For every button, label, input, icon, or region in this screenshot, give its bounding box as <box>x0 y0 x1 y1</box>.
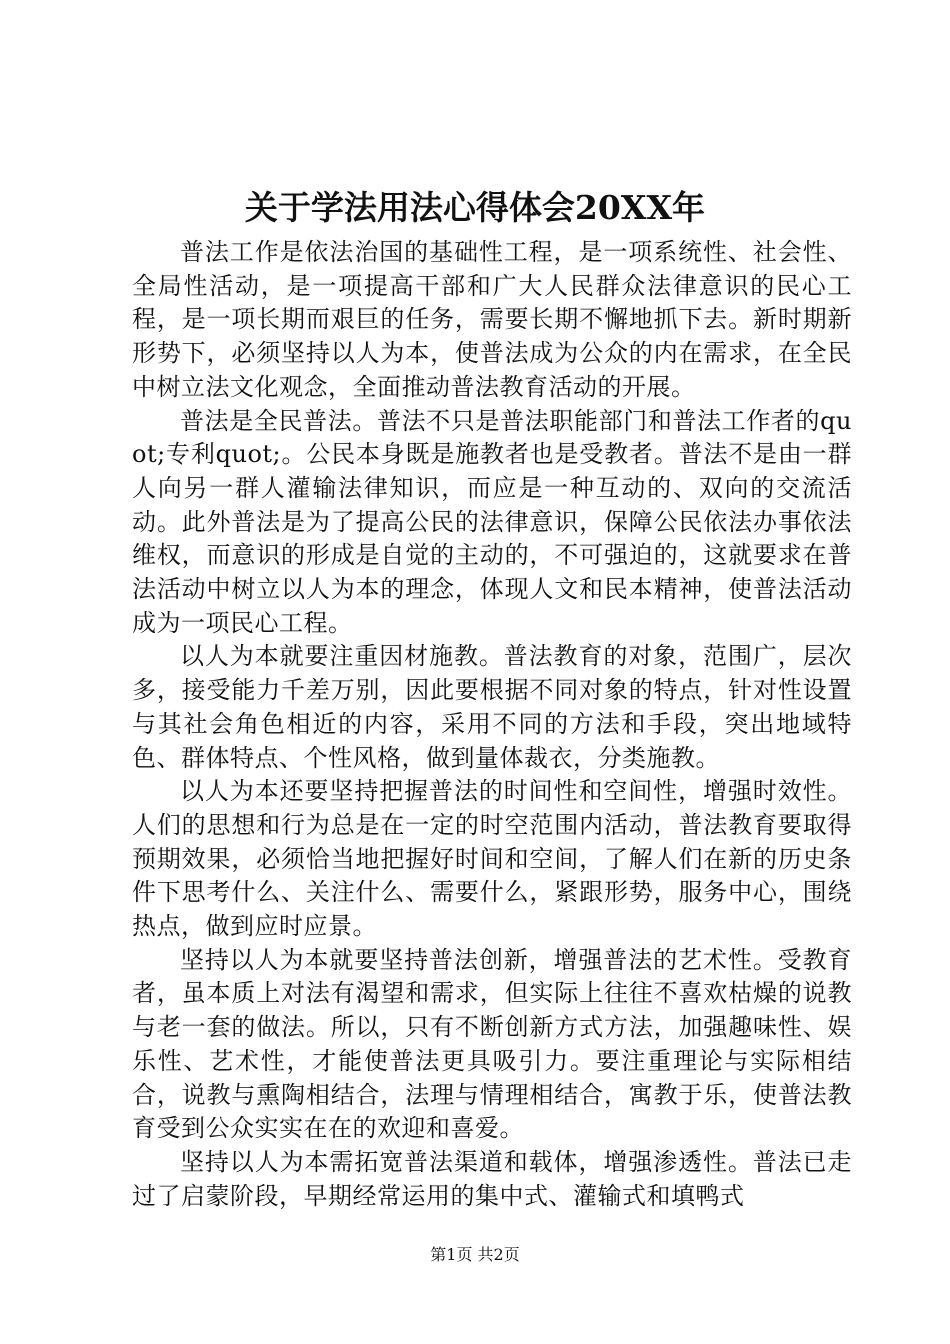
document-title: 关于学法用法心得体会20XX年 <box>244 188 706 227</box>
paragraph-5: 坚持以人为本就要坚持普法创新，增强普法的艺术性。受教育者，虽本质上对法有渴望和需求，但实际上往往不喜欢枯燥的说教与老一套的做法。所以，只有不断创新方式方法，加强趣味性、娱乐性、艺术性，才能使普法更具吸引力。要注重理论与实际相结合，说教与熏陶相结合，法理与情理相结合，寓教于乐，使普法教育受到公众实实在在的欢迎和喜爱。 <box>132 945 852 1143</box>
document-body <box>132 236 852 1213</box>
paragraph-3: 以人为本就要注重因材施教。普法教育的对象，范围广，层次多，接受能力千差万别，因此要根据不同对象的特点，针对性设置与其社会角色相近的内容，采用不同的方法和手段，突出地域特色、群体特点、个性风格，做到量体裁衣，分类施教。 <box>132 642 852 772</box>
paragraph-6: 坚持以人为本需拓宽普法渠道和载体，增强渗透性。普法已走过了启蒙阶段，早期经常运用的集中式、灌输式和填鸭式 <box>132 1147 852 1210</box>
paragraph-4: 以人为本还要坚持把握普法的时间性和空间性，增强时效性。人们的思想和行为总是在一定的时空范围内活动，普法教育要取得预期效果，必须恰当地把握好时间和空间，了解人们在新的历史条件下思考什么、关注什么、需要什么，紧跟形势，服务中心，围绕热点，做到应时应景。 <box>132 777 852 941</box>
paragraph-1: 普法工作是依法治国的基础性工程，是一项系统性、社会性、全局性活动，是一项提高干部和广大人民群众法律意识的民心工程，是一项长期而艰巨的任务，需要长期不懈地抓下去。新时期新形势下，必须坚持以人为本，使普法成为公众的内在需求，在全民中树立法文化观念，全面推动普法教育活动的开展。 <box>132 238 852 401</box>
page-footer: 第1页 共2页 <box>430 1245 520 1264</box>
paragraph-2: 普法是全民普法。普法不只是普法职能部门和普法工作者的quot;专利quot;。公民本身既是施教者也是受教者。普法不是由一群人向另一群人灌输法律知识，而应是一种互动的、双向的交流活动。此外普法是为了提高公民的法律意识，保障公民依法办事依法维权，而意识的形成是自觉的主动的，不可强迫的，这就要求在普法活动中树立以人为本的理念，体现人文和民本精神，使普法活动成为一项民心工程。 <box>132 406 852 637</box>
